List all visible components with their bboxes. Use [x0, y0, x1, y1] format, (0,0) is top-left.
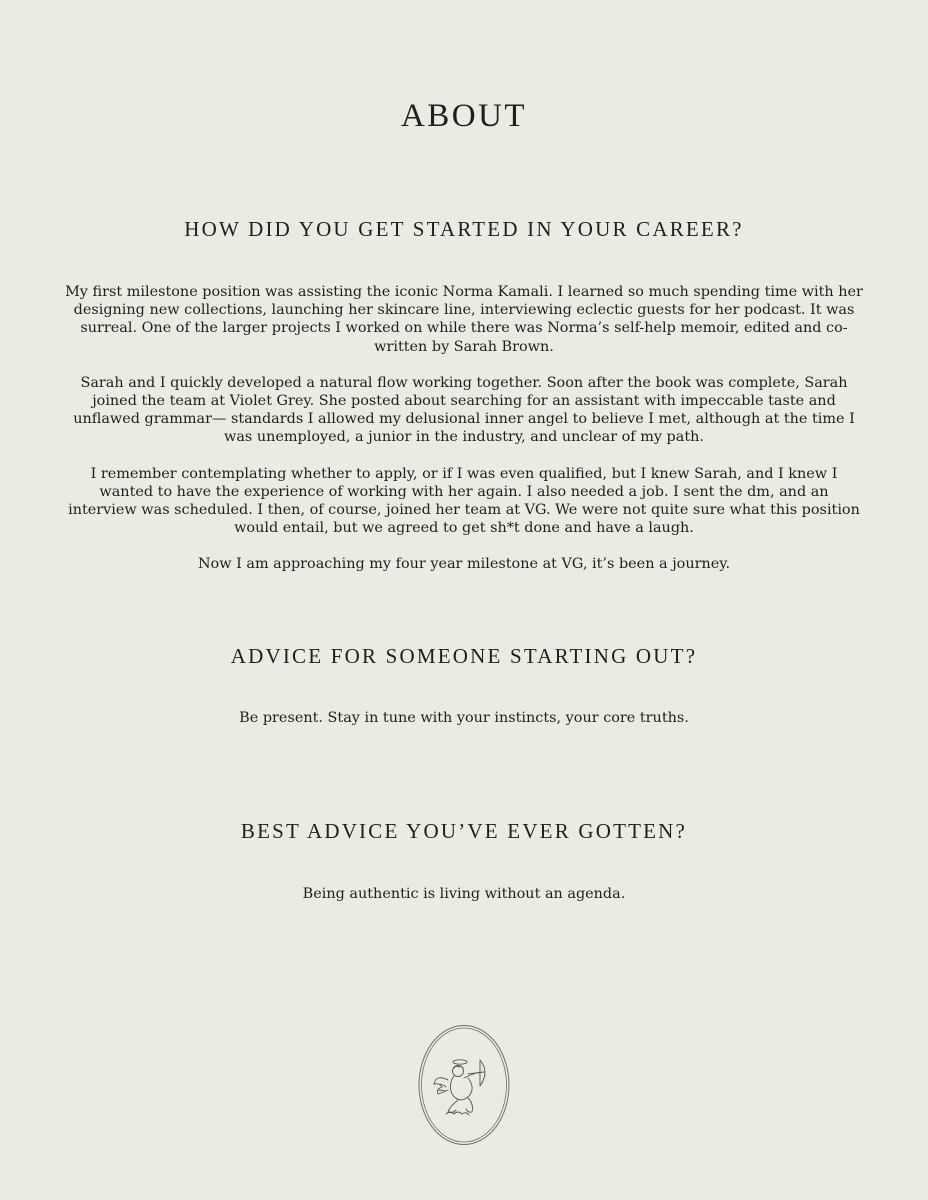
answer-paragraph: Now I am approaching my four year milestone at VG, it’s been a journey.	[197, 556, 731, 573]
cherub-oval-emblem-icon	[418, 1024, 510, 1146]
best-advice-answer: Being authentic is living without an agenda.	[302, 886, 626, 902]
section-heading-best-advice: BEST ADVICE YOU’VE EVER GOTTEN?	[240, 819, 688, 843]
answer-paragraph: My first milestone position was assisting the iconic Norma Kamali. I learned so much spending time with her designing new collections, launching her skincare line, interviewing eclectic guests for her podcast. It was surreal. One of the larger projects I worked on while there was Norma’s self-help memoir, edited and co-written by Sarah Brown.	[65, 284, 863, 355]
section-heading-advice-starting-out: ADVICE FOR SOMEONE STARTING OUT?	[230, 644, 698, 668]
section-heading-career-start: HOW DID YOU GET STARTED IN YOUR CAREER?	[184, 217, 744, 241]
answer-paragraph: I remember contemplating whether to apply, or if I was even qualified, but I knew Sarah, and I knew I wanted to have the experience of working with her again. I also needed a job. I sent the dm, and an interview was scheduled. I then, of course, joined her team at VG. We were not quite sure what this position would entail, but we agreed to get sh*t done and have a laugh.	[68, 465, 860, 537]
career-start-answer	[64, 283, 864, 592]
answer-paragraph: Sarah and I quickly developed a natural flow working together. Soon after the book was complete, Sarah joined the team at Violet Grey. She posted about searching for an assistant with impeccable taste and unflawed grammar— standards I allowed my delusional inner angel to believe I met, although at the time I was unemployed, a junior in the industry, and unclear of my path.	[73, 374, 855, 446]
page-title: ABOUT	[400, 98, 528, 134]
advice-starting-out-answer: Be present. Stay in tune with your instincts, your core truths.	[239, 710, 689, 726]
